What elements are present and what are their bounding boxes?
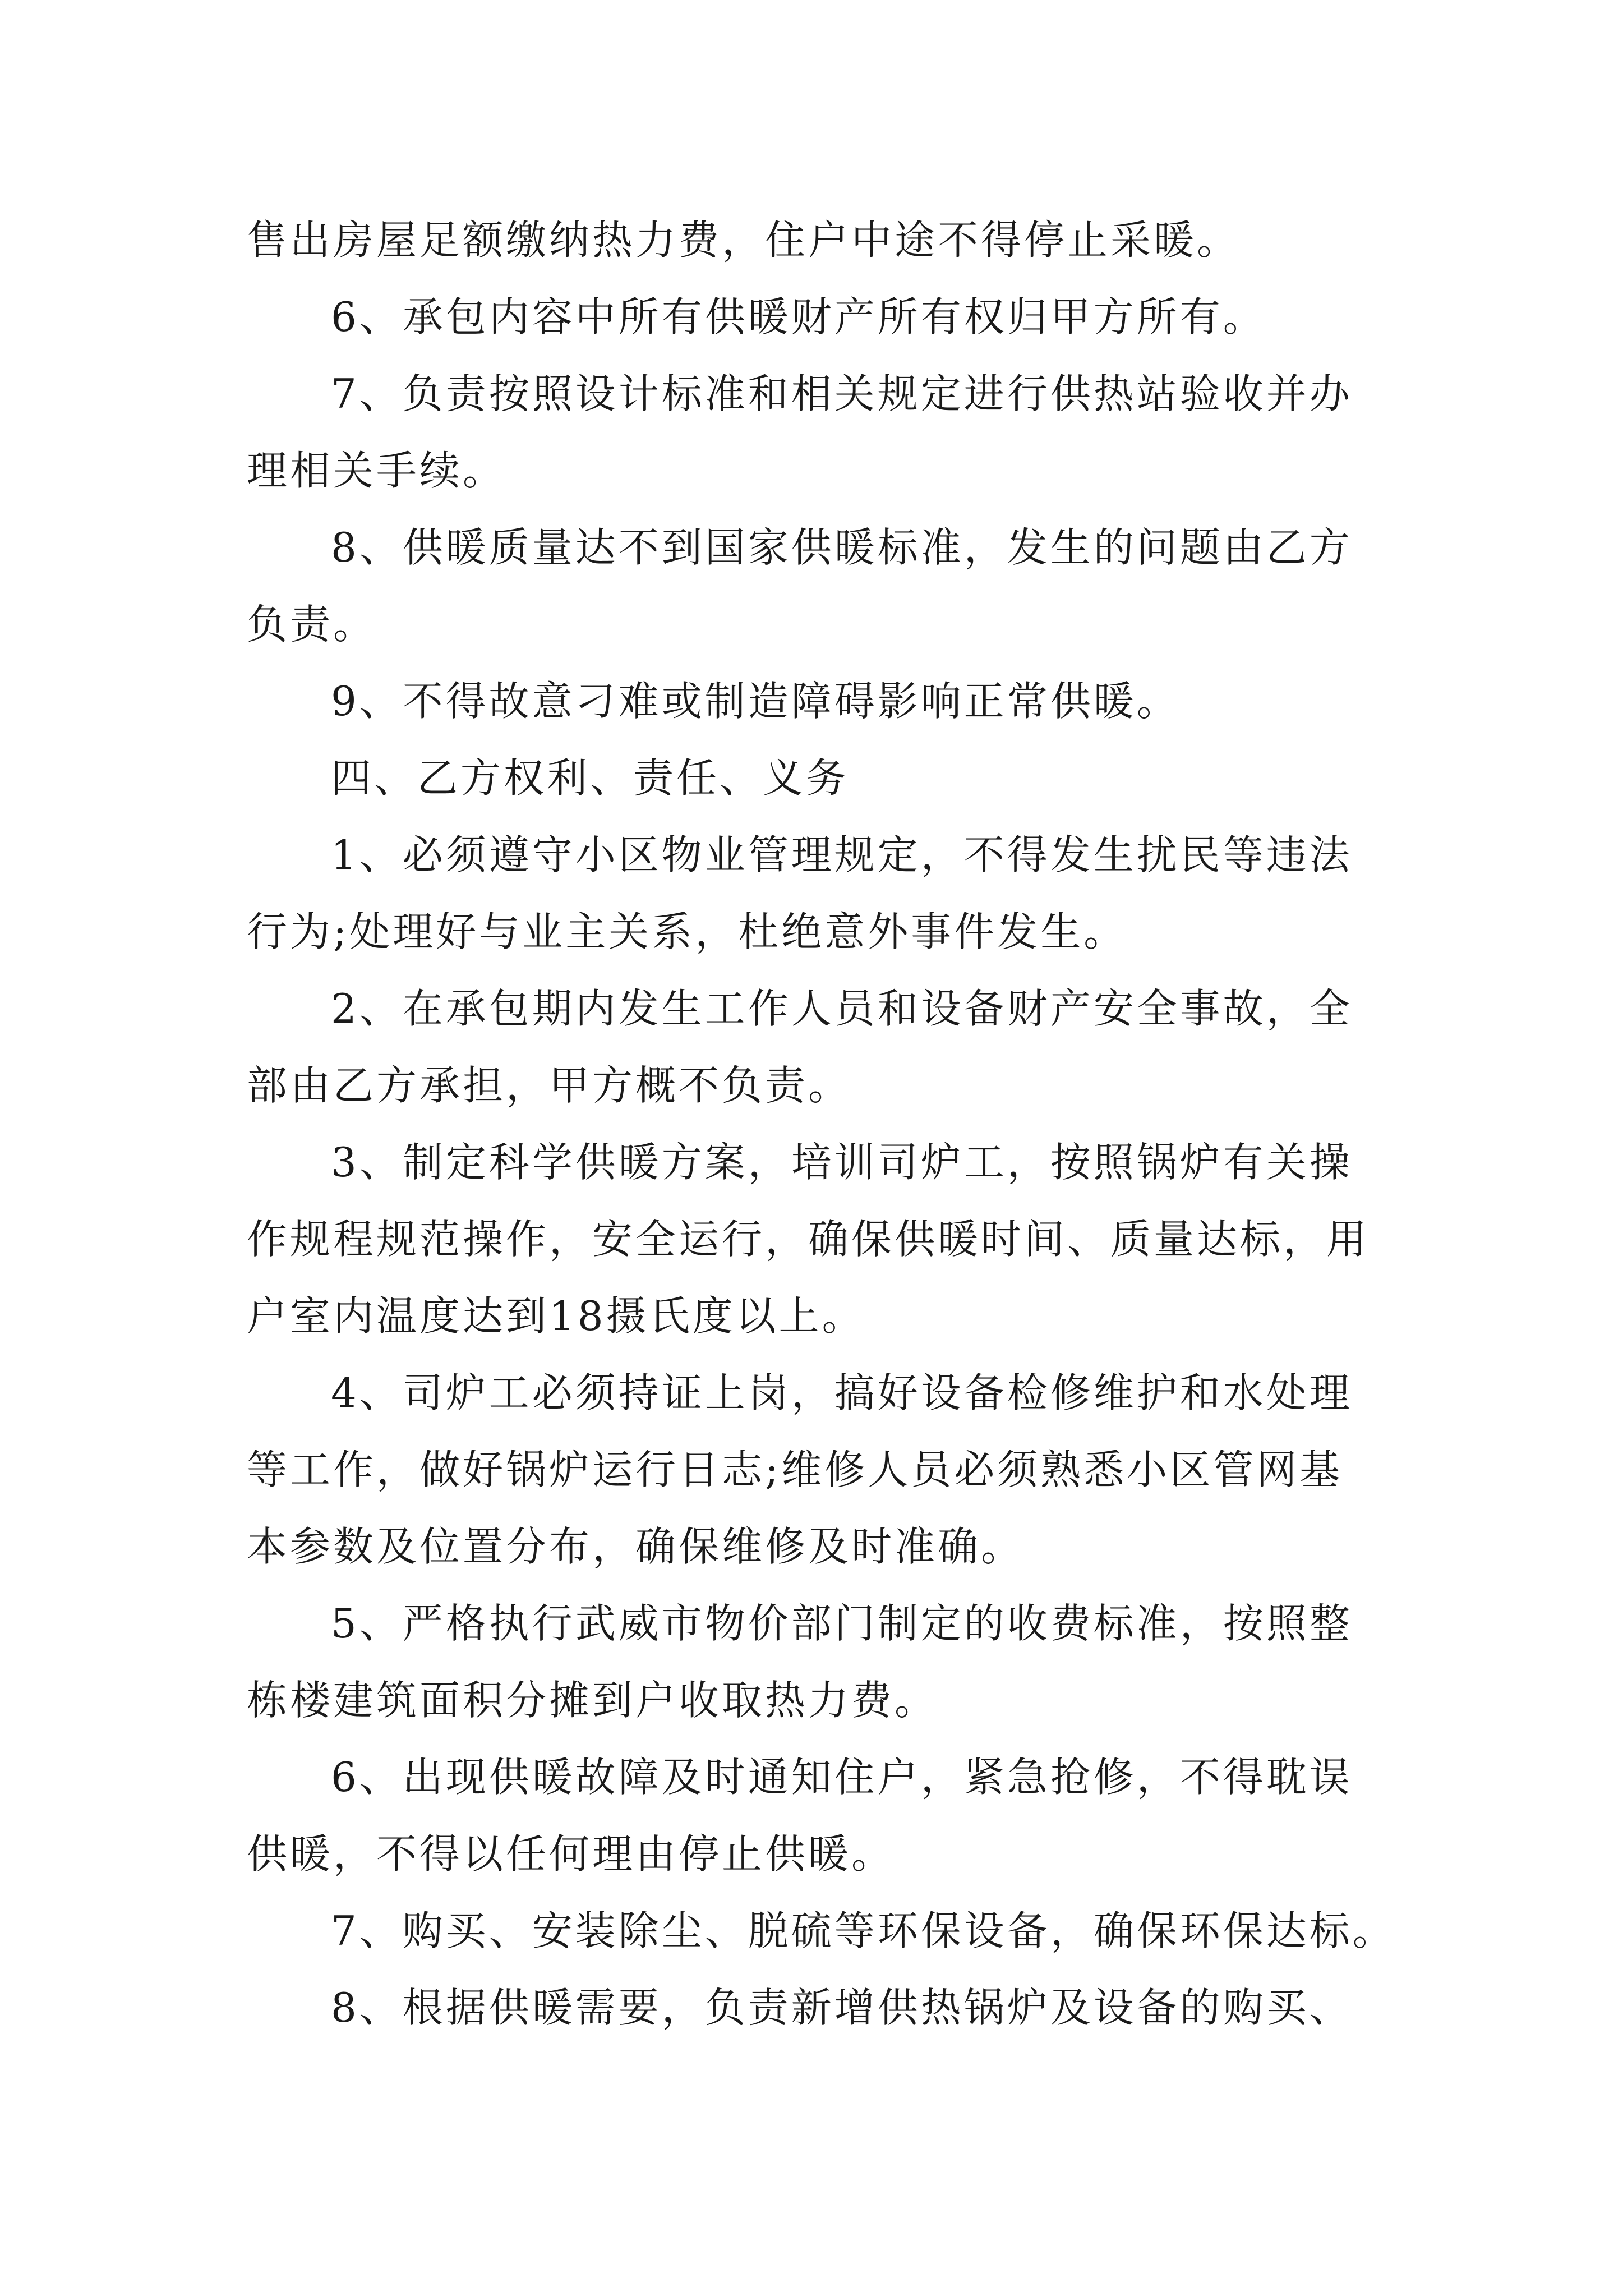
text-line: 理相关手续。 — [247, 447, 506, 494]
text-line: 部由乙方承担，甲方概不负责。 — [247, 1062, 852, 1109]
text-line: 负责。 — [247, 601, 377, 648]
text-line: 5、严格执行武威市物价部门制定的收费标准，按照整 — [331, 1600, 1353, 1647]
text-line: 等工作，做好锅炉运行日志;维修人员必须熟悉小区管网基 — [247, 1446, 1343, 1493]
document-body — [247, 202, 1402, 2046]
text-line: 7、购买、安装除尘、脱硫等环保设备，确保环保达标。 — [331, 1907, 1396, 1954]
text-line: 8、根据供暖需要，负责新增供热锅炉及设备的购买、 — [331, 1984, 1353, 2031]
section-heading: 四、乙方权利、责任、义务 — [331, 754, 850, 802]
text-line: 8、供暖质量达不到国家供暖标准，发生的问题由乙方 — [331, 524, 1353, 571]
text-line: 4、司炉工必须持证上岗，搞好设备检修维护和水处理 — [331, 1369, 1353, 1416]
text-line: 作规程规范操作，安全运行，确保供暖时间、质量达标，用 — [247, 1216, 1370, 1263]
text-line: 供暖，不得以任何理由停止供暖。 — [247, 1830, 895, 1878]
text-line: 售出房屋足额缴纳热力费，住户中途不得停止采暖。 — [247, 217, 1241, 264]
text-line: 6、承包内容中所有供暖财产所有权归甲方所有。 — [331, 293, 1266, 341]
text-line: 1、必须遵守小区物业管理规定，不得发生扰民等违法 — [331, 831, 1353, 878]
text-line: 9、不得故意刁难或制造障碍影响正常供暖。 — [331, 678, 1180, 725]
text-line: 3、制定科学供暖方案，培训司炉工，按照锅炉有关操 — [331, 1139, 1353, 1186]
text-line: 7、负责按照设计标准和相关规定进行供热站验收并办 — [331, 370, 1353, 417]
text-line: 本参数及位置分布，确保维修及时准确。 — [247, 1523, 1025, 1570]
text-line: 户室内温度达到18摄氏度以上。 — [247, 1292, 865, 1340]
text-line: 行为;处理好与业主关系，杜绝意外事件发生。 — [247, 908, 1127, 955]
text-line: 栋楼建筑面积分摊到户收取热力费。 — [247, 1677, 938, 1724]
text-line: 6、出现供暖故障及时通知住户，紧急抢修，不得耽误 — [331, 1754, 1353, 1801]
text-line: 2、在承包期内发生工作人员和设备财产安全事故，全 — [331, 985, 1353, 1032]
